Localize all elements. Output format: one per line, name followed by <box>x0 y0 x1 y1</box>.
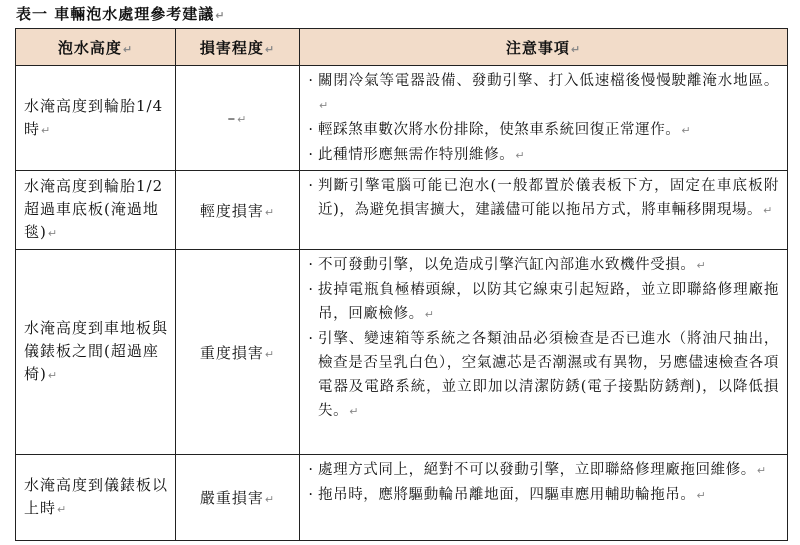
paragraph-mark-icon: ↵ <box>237 113 248 126</box>
note-text: 輕踩煞車數次將水份排除，使煞車系統回復正常運作。 <box>318 122 681 138</box>
paragraph-mark-icon: ↵ <box>215 9 226 22</box>
header-damage-level <box>176 29 300 66</box>
paragraph-mark-icon: ↵ <box>696 489 707 502</box>
bullet-icon: · <box>308 257 314 273</box>
notes-cell <box>300 250 788 455</box>
paragraph-mark-icon: ↵ <box>264 347 276 361</box>
paragraph-mark-icon: ↵ <box>264 493 276 506</box>
bullet-icon: · <box>308 73 314 89</box>
header-flood-height-text: 泡水高度 <box>57 38 122 57</box>
damage-level-text: 重度損害 <box>199 343 264 362</box>
flood-height-cell <box>16 171 176 250</box>
note-text: 判斷引擎電腦可能已泡水(一般都置於儀表板下方，固定在車底板附近)，為避免損害擴大，建議儘可能以拖吊方式，將車輛移開現場。 <box>318 178 779 218</box>
damage-level-cell <box>176 250 300 455</box>
bullet-icon: · <box>308 487 314 503</box>
paragraph-mark-icon: ↵ <box>681 124 692 137</box>
header-row <box>16 29 788 66</box>
notes-cell <box>300 455 788 541</box>
table-row <box>16 455 788 541</box>
paragraph-mark-icon: ↵ <box>264 205 276 219</box>
damage-level-cell <box>176 66 300 171</box>
damage-level-text: 嚴重損害 <box>199 489 264 507</box>
note-item <box>304 118 779 143</box>
table-row <box>16 171 788 250</box>
table-caption <box>16 3 225 24</box>
note-text: 不可發動引擎，以免造成引擎汽缸內部進水致機件受損。 <box>318 257 696 273</box>
bullet-icon: · <box>308 282 314 298</box>
paragraph-mark-icon: ↵ <box>515 149 526 162</box>
table-row <box>16 250 788 455</box>
paragraph-mark-icon: ↵ <box>47 369 59 382</box>
flood-height-text: 水淹高度到輪胎1/4時 <box>24 96 164 138</box>
paragraph-mark-icon: ↵ <box>756 464 767 477</box>
note-item <box>304 143 779 168</box>
note-item <box>304 483 779 508</box>
flood-advice-table <box>15 28 788 541</box>
note-text: 拖吊時，應將驅動輪吊離地面，四驅車應用輔助輪拖吊。 <box>318 487 696 503</box>
paragraph-mark-icon: ↵ <box>424 308 435 321</box>
notes-cell <box>300 66 788 171</box>
paragraph-mark-icon: ↵ <box>57 503 68 516</box>
note-text: 此種情形應無需作特別維修。 <box>318 147 515 163</box>
header-flood-height <box>16 29 176 66</box>
header-damage-level-text: 損害程度 <box>199 38 264 57</box>
bullet-icon: · <box>308 462 314 478</box>
paragraph-mark-icon: ↵ <box>349 405 360 418</box>
flood-height-cell <box>16 66 176 171</box>
bullet-icon: · <box>308 122 314 138</box>
damage-level-text: 輕度損害 <box>199 201 264 220</box>
flood-height-cell <box>16 455 176 541</box>
damage-level-cell <box>176 455 300 541</box>
flood-height-text: 水淹高度到輪胎1/2 超過車底板(淹過地毯) <box>24 177 164 241</box>
paragraph-mark-icon: ↵ <box>122 42 134 56</box>
paragraph-mark-icon: ↵ <box>763 204 773 217</box>
table-row <box>16 66 788 171</box>
bullet-icon: · <box>308 331 314 347</box>
note-item <box>304 69 779 118</box>
bullet-icon: · <box>308 178 314 194</box>
paragraph-mark-icon: ↵ <box>264 42 276 56</box>
note-text: 引擎、變速箱等系統之各類油品必須檢查是否已進水（將油尺抽出，檢查是否呈乳白色），空氣濾芯是否潮濕或有異物，另應儘速檢查各項電器及電路系統，並立即加以清潔防銹(電子接點防銹劑)，以降低損失。 <box>318 331 779 419</box>
paragraph-mark-icon: ↵ <box>319 99 329 112</box>
note-item <box>304 327 779 424</box>
paragraph-mark-icon: ↵ <box>41 123 52 137</box>
note-item <box>304 278 779 327</box>
paragraph-mark-icon: ↵ <box>570 42 582 56</box>
note-text: 拔掉電瓶負極樁頭線，以防其它線束引起短路，並立即聯絡修理廠拖吊，回廠檢修。 <box>318 282 779 322</box>
header-notes <box>300 29 788 66</box>
notes-cell <box>300 171 788 250</box>
paragraph-mark-icon: ↵ <box>47 227 59 240</box>
bullet-icon: · <box>308 147 314 163</box>
note-item <box>304 174 779 223</box>
note-item <box>304 458 779 483</box>
note-item <box>304 253 779 278</box>
note-text: 關閉冷氣等電器設備、發動引擎、打入低速檔後慢慢駛離淹水地區。 <box>318 73 779 89</box>
paragraph-mark-icon: ↵ <box>696 259 707 272</box>
caption-text: 表一 車輛泡水處理參考建議 <box>16 5 215 23</box>
note-text: 處理方式同上，絕對不可以發動引擎，立即聯絡修理廠拖回維修。 <box>318 462 756 478</box>
flood-height-text: 水淹高度到儀錶板以上時 <box>24 476 169 517</box>
header-notes-text: 注意事項 <box>505 38 570 57</box>
damage-level-text: – <box>227 109 237 127</box>
flood-height-text: 水淹高度到車地板與儀錶板之間(超過座椅) <box>24 319 169 383</box>
damage-level-cell <box>176 171 300 250</box>
flood-height-cell <box>16 250 176 455</box>
